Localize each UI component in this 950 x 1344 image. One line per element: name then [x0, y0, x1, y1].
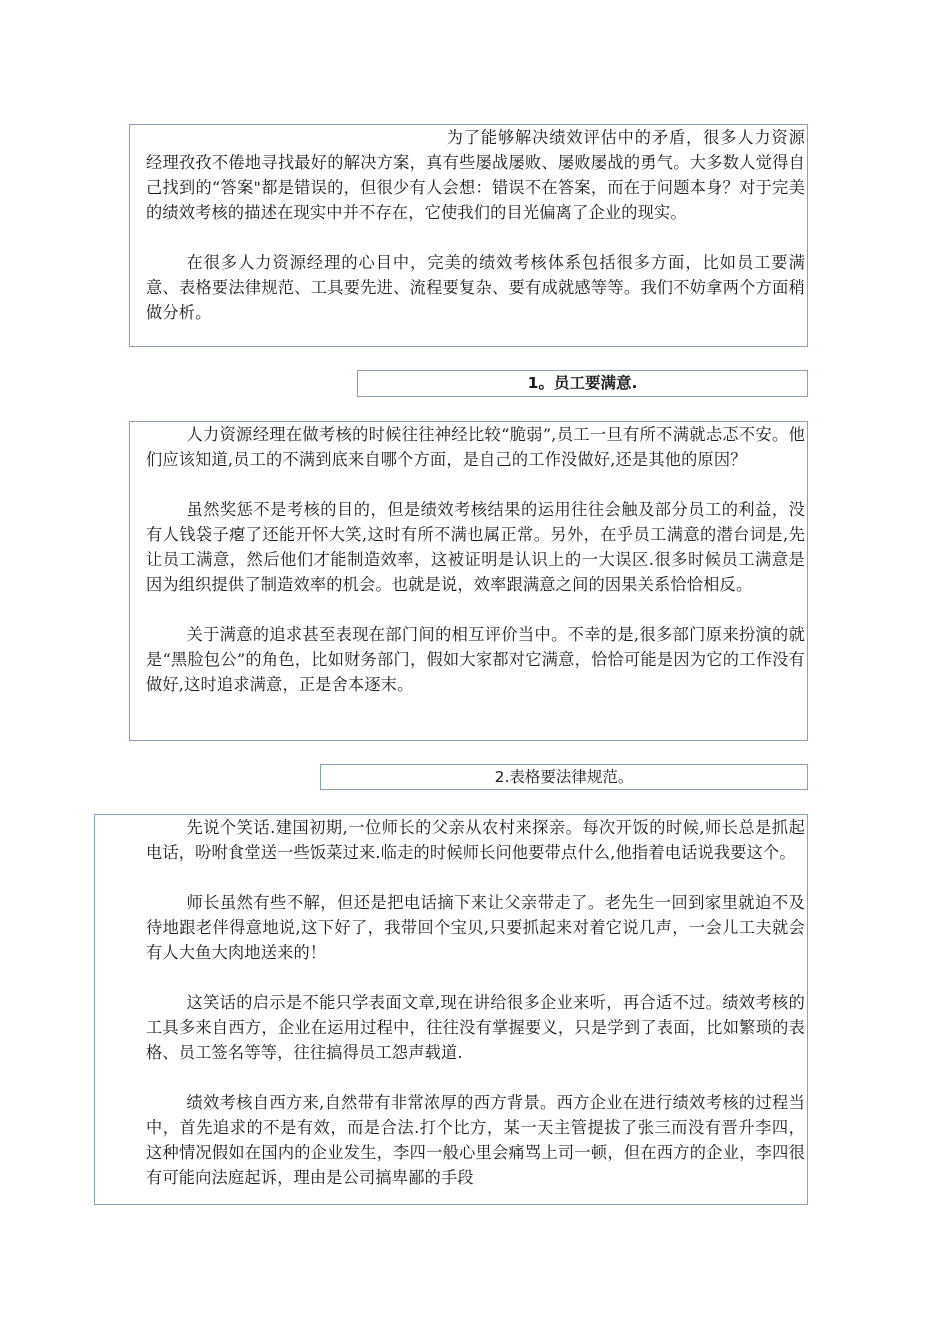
- section-1-paragraph-3: 关于满意的追求甚至表现在部门间的相互评价当中。不幸的是,很多部门原来扮演的就是“黑脸包公”的角色，比如财务部门，假如大家都对它满意，恰恰可能是因为它的工作没有做好,这时追求满意，正是舍本逐末。: [146, 625, 805, 694]
- section-1-paragraph-2: 虽然奖惩不是考核的目的，但是绩效考核结果的运用往往会触及部分员工的利益，没有人钱袋子瘪了还能开怀大笑,这时有所不满也属正常。另外，在乎员工满意的潜台词是,先让员工满意，然后他们才能制造效率，这被证明是认识上的一大误区.很多时候员工满意是因为组织提供了制造效率的机会。也就是说，效率跟满意之间的因果关系恰恰相反。: [146, 500, 805, 594]
- section-1-paragraph-1: 人力资源经理在做考核的时候往往神经比较“脆弱”,员工一旦有所不满就忐忑不安。他们应该知道,员工的不满到底来自哪个方面，是自己的工作没做好,还是其他的原因？: [146, 425, 805, 469]
- section-2-paragraph-3: 这笑话的启示是不能只学表面文章,现在讲给很多企业来听，再合适不过。绩效考核的工具多来自西方，企业在运用过程中，往往没有掌握要义，只是学到了表面，比如繁琐的表格、员工签名等等，往往搞得员工怨声载道.: [146, 993, 805, 1062]
- intro-text-box: [129, 124, 808, 347]
- section-2-paragraph-1: 先说个笑话.建国初期,一位师长的父亲从农村来探亲。每次开饭的时候,师长总是抓起电话，吩咐食堂送一些饭菜过来.临走的时候师长问他要带点什么,他指着电话说我要这个。: [146, 818, 805, 862]
- section-2-heading: 2.表格要法律规范。: [320, 764, 808, 790]
- section-1-text-box: [129, 421, 808, 741]
- section-1-heading: 1。员工要满意.: [357, 370, 808, 397]
- section-2-text-box: [94, 814, 808, 1205]
- intro-paragraph-1: 为了能够解决绩效评估中的矛盾，很多人力资源经理孜孜不倦地寻找最好的解决方案，真有些屡战屡败、屡败屡战的勇气。大多数人觉得自己找到的“答案"都是错误的，但很少有人会想：错误不在答案，而在于问题本身？对于完美的绩效考核的描述在现实中并不存在，它使我们的目光偏离了企业的现实。: [146, 128, 805, 222]
- intro-paragraph-2: 在很多人力资源经理的心目中，完美的绩效考核体系包括很多方面，比如员工要满意、表格要法律规范、工具要先进、流程要复杂、要有成就感等等。我们不妨拿两个方面稍做分析。: [146, 253, 805, 322]
- section-2-paragraph-4: 绩效考核自西方来,自然带有非常浓厚的西方背景。西方企业在进行绩效考核的过程当中，首先追求的不是有效，而是合法.打个比方，某一天主管提拔了张三而没有晋升李四，这种情况假如在国内的企业发生，李四一般心里会痛骂上司一顿，但在西方的企业，李四很有可能向法庭起诉，理由是公司搞卑鄙的手段: [146, 1093, 805, 1187]
- section-2-paragraph-2: 师长虽然有些不解，但还是把电话摘下来让父亲带走了。老先生一回到家里就迫不及待地跟老伴得意地说,这下好了，我带回个宝贝,只要抓起来对着它说几声，一会儿工夫就会有人大鱼大肉地送来的！: [146, 893, 805, 962]
